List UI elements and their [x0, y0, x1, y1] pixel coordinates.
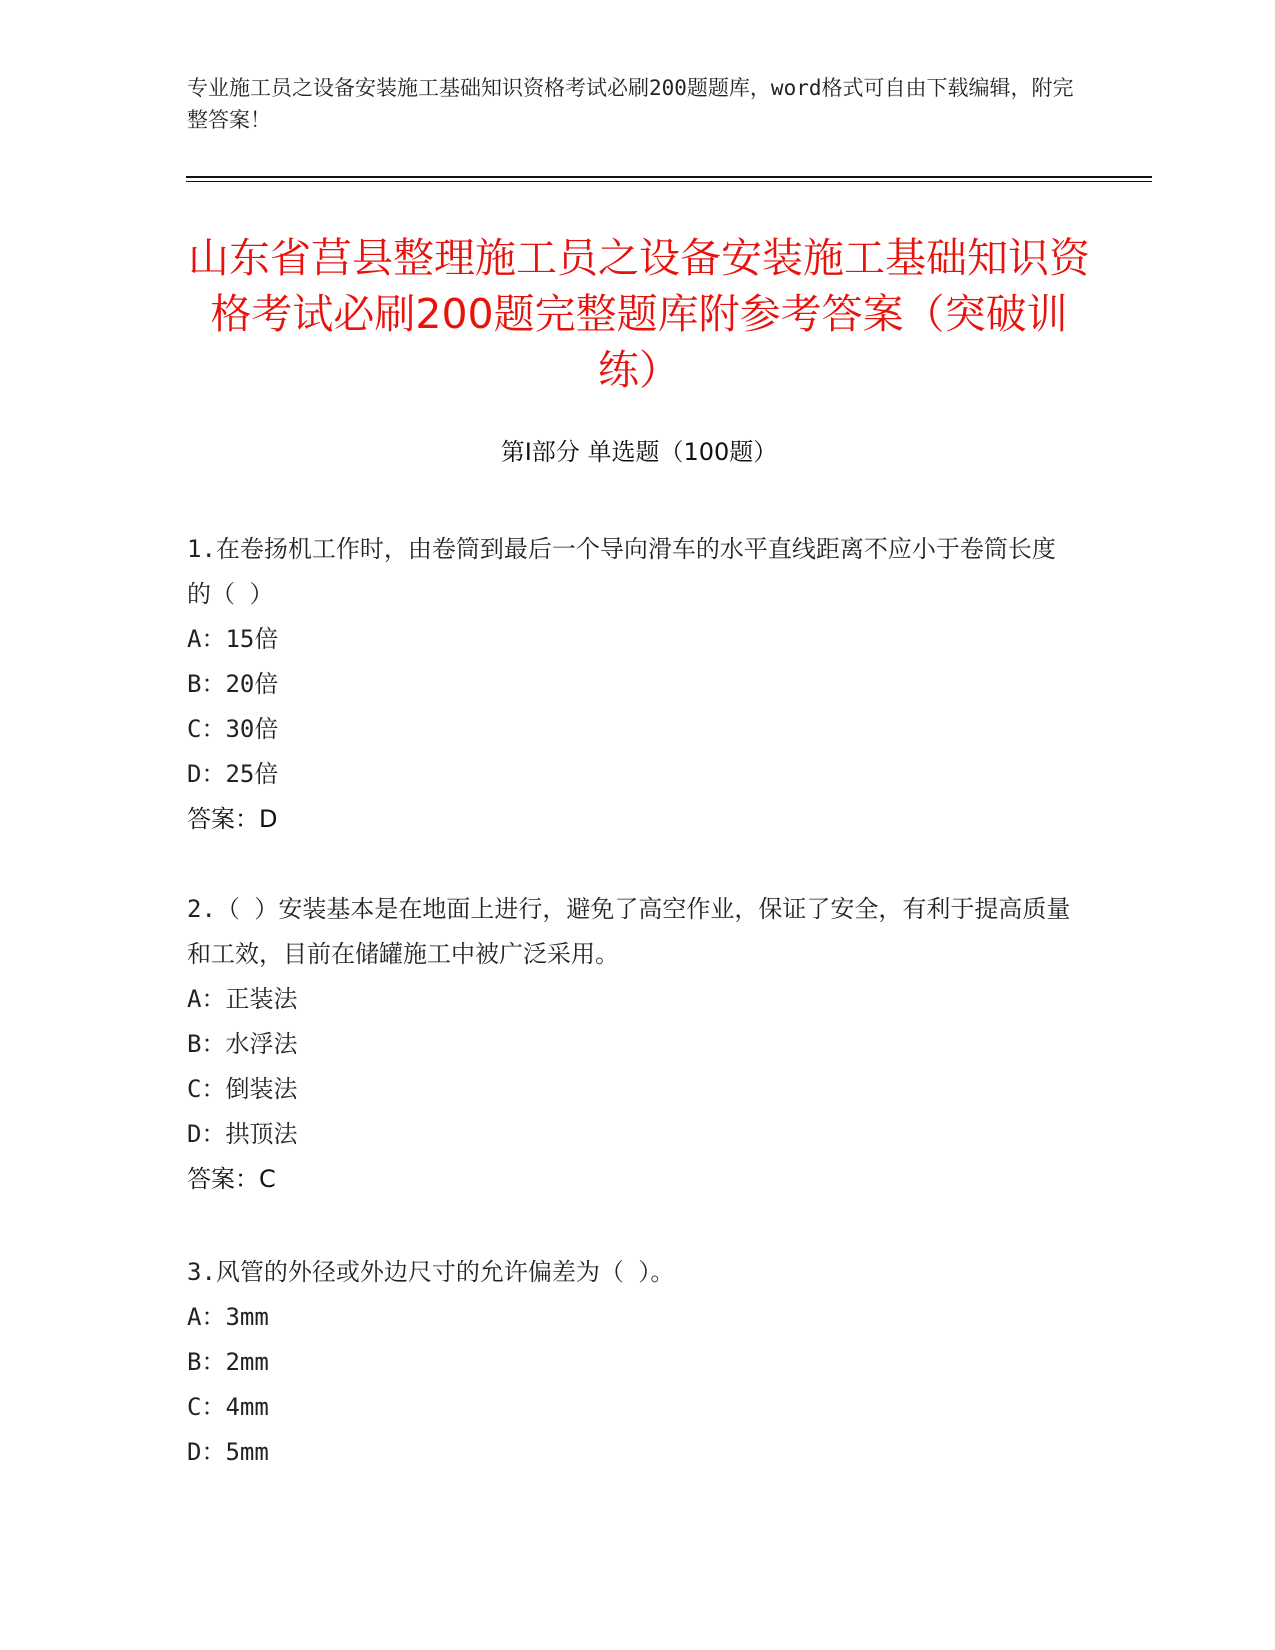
- option-b: B：20倍: [187, 670, 279, 698]
- question-1: [187, 527, 1077, 842]
- answer-line: 答案：C: [187, 1165, 276, 1193]
- question-stem: 2.（ ）安装基本是在地面上进行，避免了高空作业，保证了安全，有利于提高质量和工效，目前在储罐施工中被广泛采用。: [187, 895, 1071, 968]
- section-heading: 第Ⅰ部分 单选题（100题）: [500, 438, 778, 466]
- option-d: D：25倍: [187, 760, 279, 788]
- option-a: A：3mm: [187, 1303, 269, 1331]
- option-a: A：正装法: [187, 985, 298, 1013]
- option-b: B：水浮法: [187, 1030, 298, 1058]
- option-c: C：倒装法: [187, 1075, 298, 1103]
- option-d: D：5mm: [187, 1438, 269, 1466]
- option-c: C：4mm: [187, 1393, 269, 1421]
- question-3: [187, 1250, 1077, 1475]
- question-stem: 3.风管的外径或外边尺寸的允许偏差为（ ）。: [187, 1258, 675, 1286]
- document-title: 山东省莒县整理施工员之设备安装施工基础知识资格考试必刷200题完整题库附参考答案（突破训练）: [188, 234, 1090, 394]
- header-rule-thin: [186, 181, 1152, 182]
- option-c: C：30倍: [187, 715, 279, 743]
- option-d: D：拱顶法: [187, 1120, 298, 1148]
- option-a: A：15倍: [187, 625, 279, 653]
- question-stem: 1.在卷扬机工作时，由卷筒到最后一个导向滑车的水平直线距离不应小于卷筒长度的（ ）: [187, 535, 1056, 608]
- header-rule-thick: [186, 176, 1152, 178]
- question-2: [187, 887, 1077, 1202]
- option-b: B：2mm: [187, 1348, 269, 1376]
- answer-line: 答案：D: [187, 805, 278, 833]
- header-note: 专业施工员之设备安装施工基础知识资格考试必刷200题题库，word格式可自由下载编辑，附完整答案！: [187, 76, 1074, 132]
